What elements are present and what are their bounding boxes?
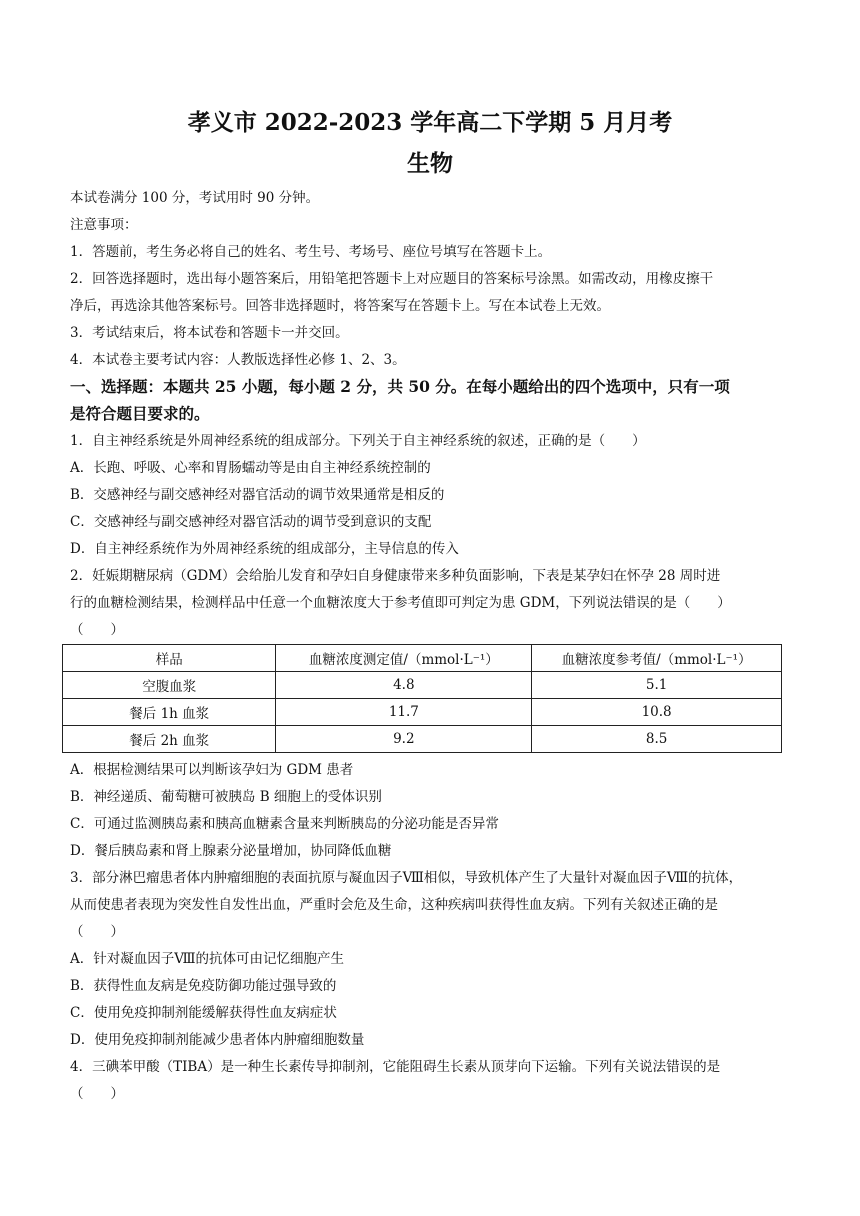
table-cell: 餐后 2h 血浆: [63, 726, 276, 753]
table-cell: 5.1: [532, 672, 782, 699]
question-3-option-d: D．使用免疫抑制剂能减少患者体内肿瘤细胞数量: [70, 1032, 365, 1048]
table-cell: 9.2: [276, 726, 532, 753]
question-2-option-a: A．根据检测结果可以判断该孕妇为 GDM 患者: [70, 762, 354, 778]
exam-info: 本试卷满分 100 分，考试用时 90 分钟。: [70, 190, 320, 206]
question-2-stem-cont: 行的血糖检测结果，检测样品中任意一个血糖浓度大于参考值即可判定为患 GDM，下列说法错误的是（ ）: [70, 595, 731, 611]
table-header-cell: 血糖浓度参考值/（mmol·L⁻¹）: [532, 645, 782, 672]
question-1-option-c: C．交感神经与副交感神经对器官活动的调节受到意识的支配: [70, 514, 432, 530]
question-1-option-a: A．长跑、呼吸、心率和胃肠蠕动等是由自主神经系统控制的: [70, 460, 431, 476]
question-2-option-b: B．神经递质、葡萄糖可被胰岛 B 细胞上的受体识别: [70, 789, 382, 805]
glucose-table: [62, 644, 782, 753]
table-row: [63, 672, 782, 699]
table-cell: 餐后 1h 血浆: [63, 699, 276, 726]
note-1: 1．答题前，考生务必将自己的姓名、考生号、考场号、座位号填写在答题卡上。: [70, 244, 552, 260]
table-row: [63, 726, 782, 753]
exam-subject: 生物: [407, 150, 453, 177]
table-row: [63, 699, 782, 726]
section-heading: 一、选择题：本题共 25 小题，每小题 2 分，共 50 分。在每小题给出的四个选项中，只有一项: [70, 377, 730, 396]
note-3: 3．考试结束后，将本试卷和答题卡一并交回。: [70, 325, 349, 341]
table-header-cell: 样品: [63, 645, 276, 672]
question-4-stem: 4．三碘苯甲酸（TIBA）是一种生长素传导抑制剂，它能阻碍生长素从顶芽向下运输。下列有关说法错误的是: [70, 1059, 721, 1075]
table-header-cell: 血糖浓度测定值/（mmol·L⁻¹）: [276, 645, 532, 672]
section-heading-cont: 是符合题目要求的。: [70, 404, 210, 423]
table-cell: 空腹血浆: [63, 672, 276, 699]
question-3-stem: 3．部分淋巴瘤患者体内肿瘤细胞的表面抗原与凝血因子Ⅷ相似，导致机体产生了大量针对凝血因子Ⅷ的抗体，: [70, 870, 743, 886]
question-1-stem: 1．自主神经系统是外周神经系统的组成部分。下列关于自主神经系统的叙述，正确的是（ ）: [70, 433, 646, 449]
question-4-answer-blank: （ ）: [70, 1086, 124, 1102]
question-3-option-b: B．获得性血友病是免疫防御功能过强导致的: [70, 978, 337, 994]
question-3-answer-blank: （ ）: [70, 924, 124, 940]
question-1-option-d: D．自主神经系统作为外周神经系统的组成部分，主导信息的传入: [70, 541, 459, 557]
question-3-option-c: C．使用免疫抑制剂能缓解获得性血友病症状: [70, 1005, 337, 1021]
question-3-stem-cont: 从而使患者表现为突发性自发性出血，严重时会危及生命，这种疾病叫获得性血友病。下列有关叙述正确的是: [70, 897, 718, 913]
table-cell: 10.8: [532, 699, 782, 726]
exam-title: 孝义市 2022-2023 学年高二下学期 5 月月考: [187, 109, 673, 136]
note-2: 2．回答选择题时，选出每小题答案后，用铅笔把答题卡上对应题目的答案标号涂黑。如需改动，用橡皮擦干: [70, 271, 714, 287]
table-header-row: [63, 645, 782, 672]
table-cell: 11.7: [276, 699, 532, 726]
note-2-cont: 净后，再选涂其他答案标号。回答非选择题时，将答案写在答题卡上。写在本试卷上无效。: [70, 298, 610, 314]
question-3-option-a: A．针对凝血因子Ⅷ的抗体可由记忆细胞产生: [70, 951, 345, 967]
question-1-option-b: B．交感神经与副交感神经对器官活动的调节效果通常是相反的: [70, 487, 445, 503]
question-2-answer-blank: （ ）: [70, 622, 124, 638]
table-cell: 8.5: [532, 726, 782, 753]
question-2-option-d: D．餐后胰岛素和肾上腺素分泌量增加，协同降低血糖: [70, 843, 392, 859]
table-cell: 4.8: [276, 672, 532, 699]
question-2-stem: 2．妊娠期糖尿病（GDM）会给胎儿发育和孕妇自身健康带来多种负面影响，下表是某孕妇在怀孕 28 周时进: [70, 568, 721, 584]
notes-heading: 注意事项：: [70, 217, 138, 233]
question-2-option-c: C．可通过监测胰岛素和胰高血糖素含量来判断胰岛的分泌功能是否异常: [70, 816, 499, 832]
note-4: 4．本试卷主要考试内容：人教版选择性必修 1、2、3。: [70, 352, 406, 368]
